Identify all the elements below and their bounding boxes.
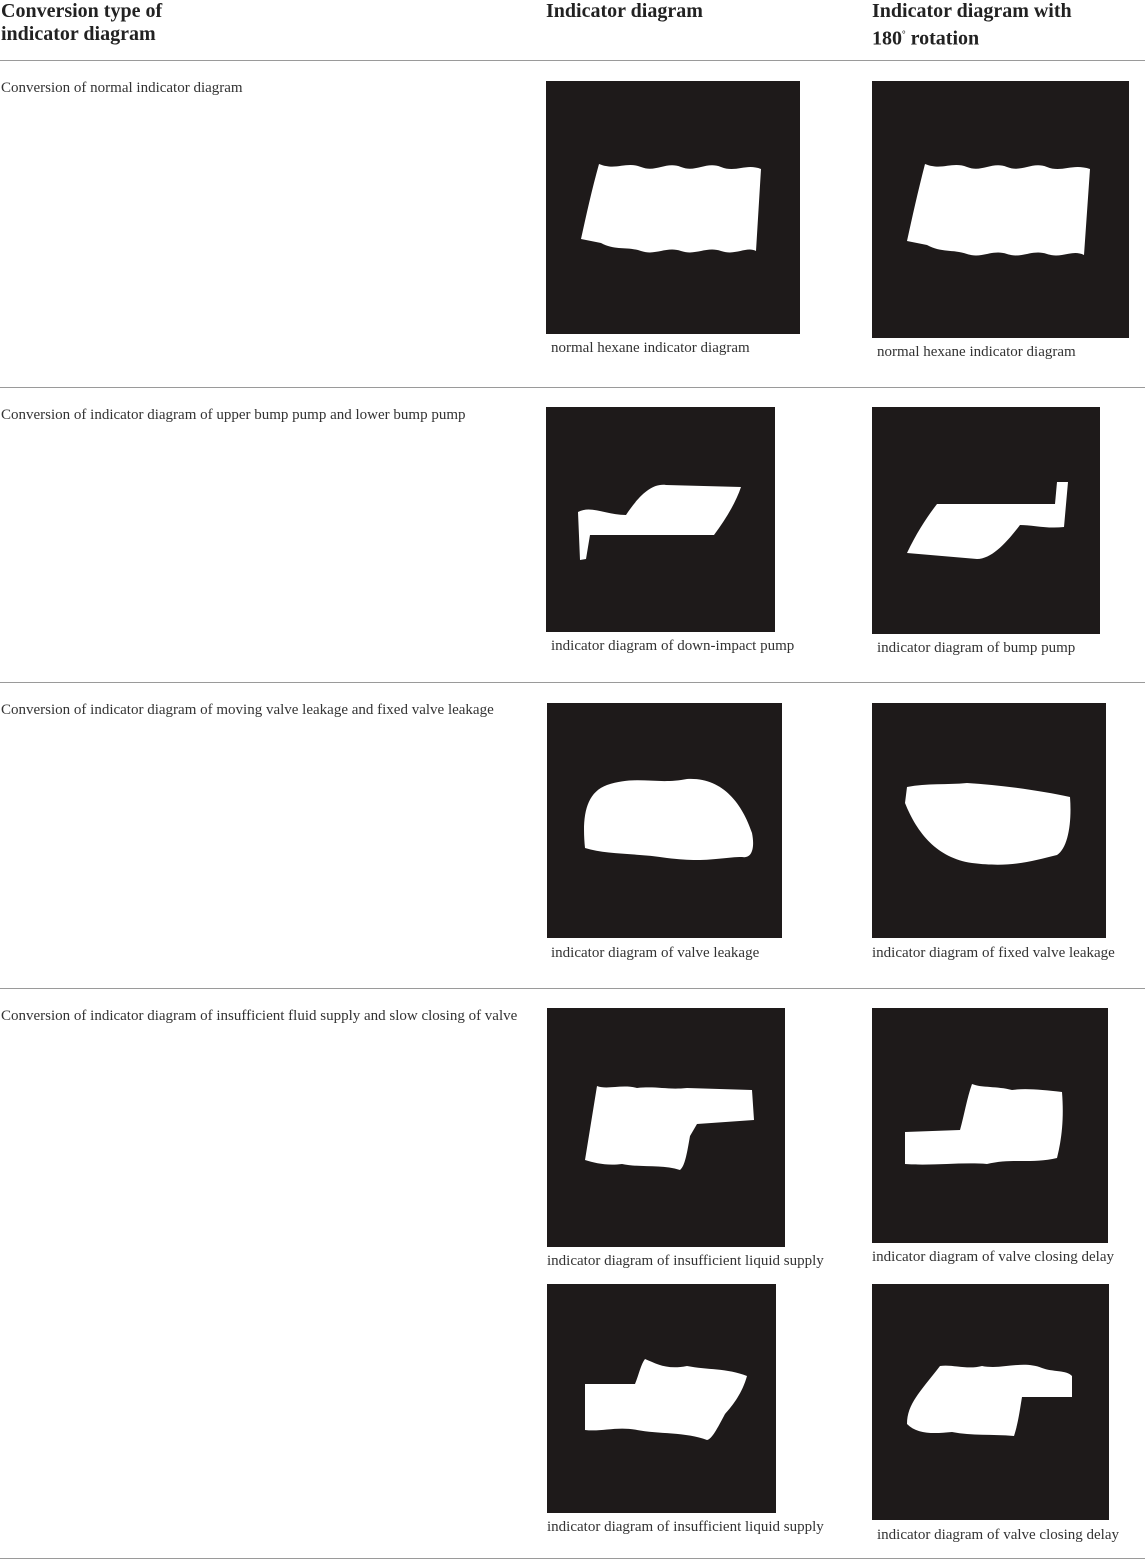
column-header-rotated-prefix: Indicator diagram with 180	[872, 0, 1072, 50]
column-header-indicator-diagram: Indicator diagram	[546, 0, 703, 22]
column-header-rotated-diagram	[872, 0, 1102, 51]
normal-rotated-diagram-caption: normal hexane indicator diagram	[877, 344, 1076, 360]
row-label-bump-pump: Conversion of indicator diagram of upper bump pump and lower bump pump	[1, 407, 466, 423]
row-label-insufficient-supply: Conversion of indicator diagram of insufficient fluid supply and slow closing of valve	[1, 1008, 518, 1024]
row-label-normal: Conversion of normal indicator diagram	[1, 80, 243, 96]
normal-indicator-diagram-image	[546, 81, 800, 334]
down-impact-pump-diagram-caption: indicator diagram of down-impact pump	[551, 638, 795, 654]
header-divider	[0, 60, 1145, 61]
column-header-conversion-type: Conversion type of indicator diagram	[1, 0, 163, 45]
fixed-valve-leakage-rotated-image	[872, 703, 1106, 938]
column-header-rotated-suffix: rotation	[905, 27, 980, 50]
table-bottom-rule	[0, 1558, 1145, 1559]
insufficient-supply-diagram-image-1	[547, 1008, 785, 1247]
insufficient-supply-diagram-caption-2: indicator diagram of insufficient liquid supply	[547, 1519, 824, 1535]
valve-closing-delay-rotated-caption-2: indicator diagram of valve closing delay	[877, 1527, 1119, 1543]
row-divider-1	[0, 387, 1145, 388]
bump-pump-rotated-diagram-caption: indicator diagram of bump pump	[877, 640, 1076, 656]
fixed-valve-leakage-rotated-caption: indicator diagram of fixed valve leakage	[872, 945, 1115, 961]
row-label-valve-leakage: Conversion of indicator diagram of moving valve leakage and fixed valve leakage	[1, 702, 494, 718]
valve-closing-delay-rotated-image-2	[872, 1284, 1109, 1520]
insufficient-supply-diagram-image-2	[547, 1284, 776, 1513]
valve-leakage-diagram-image	[547, 703, 782, 938]
bump-pump-rotated-diagram-image	[872, 407, 1100, 634]
row-divider-3	[0, 988, 1145, 989]
valve-closing-delay-rotated-caption-1: indicator diagram of valve closing delay	[872, 1249, 1114, 1265]
valve-closing-delay-rotated-image-1	[872, 1008, 1108, 1243]
normal-indicator-diagram-caption: normal hexane indicator diagram	[551, 340, 750, 356]
row-divider-2	[0, 682, 1145, 683]
valve-leakage-diagram-caption: indicator diagram of valve leakage	[551, 945, 760, 961]
down-impact-pump-diagram-image	[546, 407, 775, 632]
normal-rotated-diagram-image	[872, 81, 1129, 338]
insufficient-supply-diagram-caption-1: indicator diagram of insufficient liquid supply	[547, 1253, 824, 1269]
degree-symbol: °	[902, 29, 906, 39]
